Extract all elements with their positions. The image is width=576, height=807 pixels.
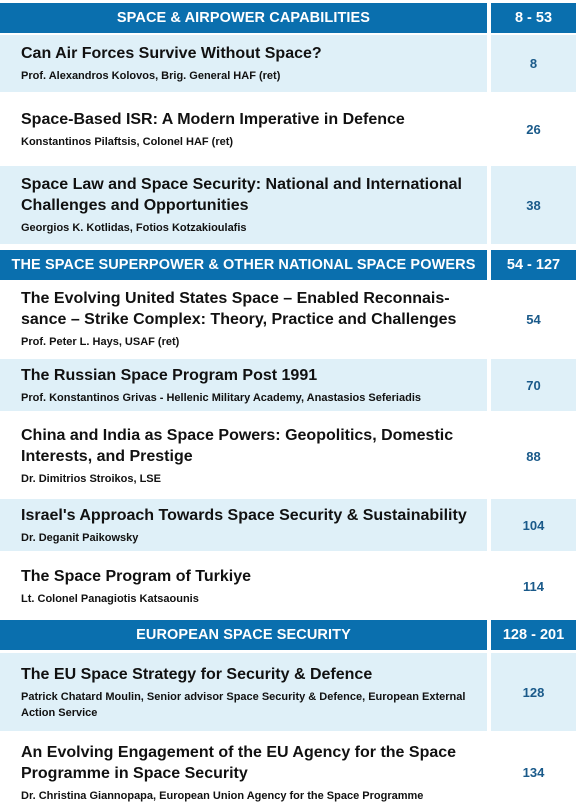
- entry-authors: Prof. Konstantinos Grivas - Hellenic Military Academy, Anastasios Seferiadis: [21, 391, 421, 404]
- toc-entry[interactable]: [0, 99, 576, 159]
- entry-authors: Prof. Alexandros Kolovos, Brig. General HAF (ret): [21, 70, 281, 82]
- entry-authors: Prof. Peter L. Hays, USAF (ret): [21, 336, 180, 348]
- section-page-range: 54 - 127: [491, 250, 576, 280]
- toc-entry[interactable]: [0, 418, 576, 494]
- toc-entry[interactable]: [0, 282, 576, 356]
- entry-page-number: 134: [522, 765, 545, 780]
- entry-title: Space-Based ISR: A Modern Imperative in Defence: [21, 110, 405, 128]
- entry-title: The EU Space Strategy for Security & Defence: [21, 665, 373, 683]
- toc-entry[interactable]: [0, 35, 576, 92]
- entry-title: Israel's Approach Towards Space Security & Sustainability: [21, 506, 467, 524]
- entry-page-number: 114: [523, 578, 544, 594]
- toc-entry[interactable]: [0, 166, 576, 244]
- entry-page-number: 128: [522, 684, 545, 700]
- entry-page-number: 8: [529, 56, 538, 71]
- entry-authors: Dr. Deganit Paikowsky: [21, 531, 139, 544]
- section-page-range: 8 - 53: [491, 3, 576, 33]
- entry-authors: Patrick Chatard Moulin, Senior advisor Space Security & Defence, European External Action Service: [21, 690, 466, 719]
- section-page-range: 128 - 201: [491, 620, 576, 650]
- section-title: SPACE & AIRPOWER CAPABILITIES: [0, 3, 487, 33]
- entry-title: The Evolving United States Space – Enabled Reconnais-sance – Strike Complex: Theory, Practice and Challenges: [21, 290, 457, 328]
- entry-authors: Dr. Dimitrios Stroikos, LSE: [21, 473, 161, 485]
- entry-authors: Georgios K. Kotlidas, Fotios Kotzakioulafis: [21, 222, 247, 234]
- section-header: [0, 620, 576, 650]
- section-title: EUROPEAN SPACE SECURITY: [0, 620, 487, 650]
- entry-authors: Lt. Colonel Panagiotis Katsaounis: [21, 592, 199, 605]
- entry-page-number: 38: [526, 197, 541, 213]
- toc-entry[interactable]: [0, 653, 576, 731]
- entry-page-number: 70: [526, 377, 541, 393]
- entry-title: China and India as Space Powers: Geopolitics, Domestic Interests, and Prestige: [21, 427, 454, 465]
- entry-authors: Dr. Christina Giannopapa, European Union Agency for the Space Programme: [21, 789, 424, 802]
- toc-entry[interactable]: [0, 359, 576, 411]
- entry-page-number: 54: [526, 311, 541, 327]
- section-title: THE SPACE SUPERPOWER & OTHER NATIONAL SPACE POWERS: [0, 250, 487, 280]
- toc-entry[interactable]: [0, 560, 576, 612]
- entry-page-number: 88: [526, 448, 541, 464]
- entry-authors: Konstantinos Pilaftsis, Colonel HAF (ret): [21, 135, 234, 148]
- section-header: [0, 3, 576, 33]
- entry-page-number: 104: [522, 517, 545, 533]
- entry-page-number: 26: [526, 121, 541, 137]
- toc-entry[interactable]: [0, 499, 576, 551]
- entry-title: An Evolving Engagement of the EU Agency for the Space Programme in Space Security: [21, 743, 457, 782]
- toc-entry[interactable]: [0, 738, 576, 807]
- section-header: [0, 250, 576, 280]
- entry-title: The Space Program of Turkiye: [21, 567, 251, 585]
- entry-title: The Russian Space Program Post 1991: [21, 366, 318, 384]
- entry-title: Space Law and Space Security: National and International Challenges and Opportunities: [21, 176, 462, 214]
- entry-title: Can Air Forces Survive Without Space?: [21, 45, 322, 62]
